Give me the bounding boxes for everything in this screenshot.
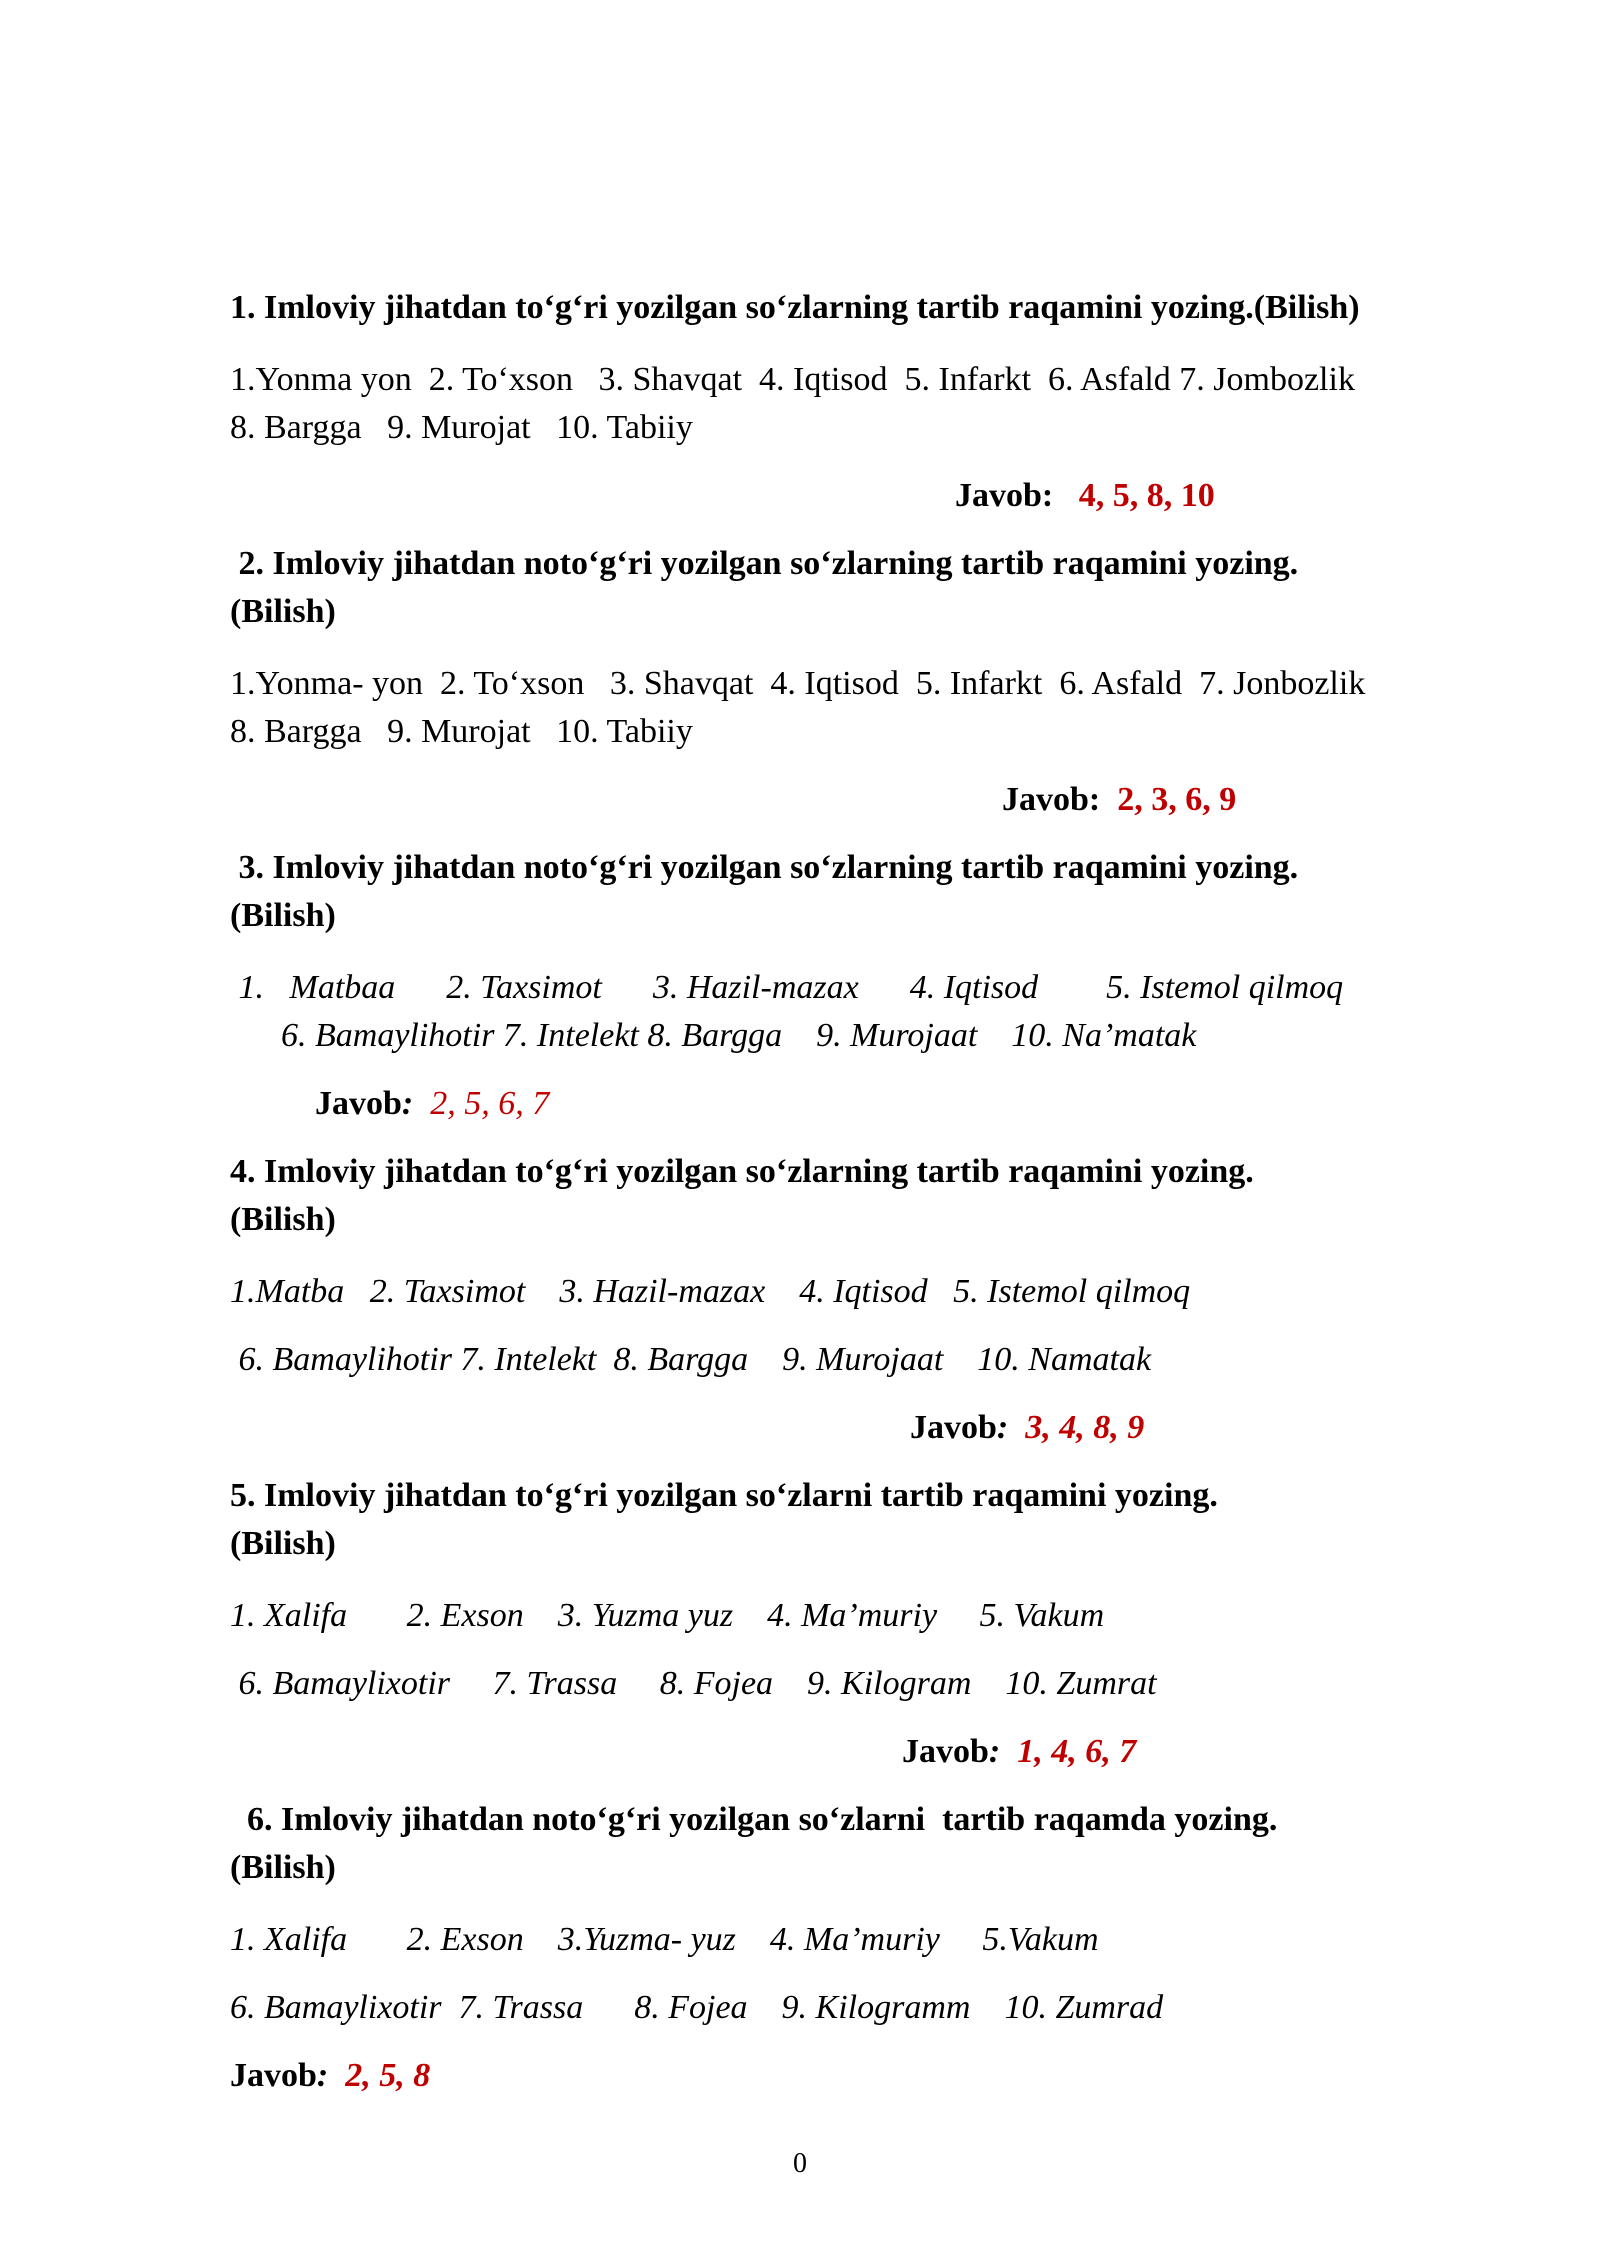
question-6-options-line-2: 6. Bamaylixotir 7. Trassa 8. Fojea 9. Kilogramm 10. Zumrad	[230, 1989, 1164, 2026]
answer-value: 1, 4, 6, 7	[1017, 1733, 1137, 1770]
question-2-options: 1.Yonma- yon 2. To‘xson 3. Shavqat 4. Iqtisod 5. Infarkt 6. Asfald 7. Jonbozlik 8. Bargga 9. Murojat 10. Tabiiy	[230, 665, 1366, 750]
question-1-options: 1.Yonma yon 2. To‘xson 3. Shavqat 4. Iqtisod 5. Infarkt 6. Asfald 7. Jombozlik 8. Bargga 9. Murojat 10. Tabiiy	[230, 361, 1355, 446]
question-6-answer	[230, 2052, 1510, 2100]
question-1-title: 1. Imloviy jihatdan to‘g‘ri yozilgan so‘zlarning tartib raqamini yozing.(Bilish)	[230, 289, 1360, 326]
answer-label: Javob	[902, 1733, 989, 1770]
question-4-options-line-1: 1.Matba 2. Taxsimot 3. Hazil-mazax 4. Iqtisod 5. Istemol qilmoq	[230, 1273, 1191, 1310]
answer-value: 2, 5, 6, 7	[430, 1085, 550, 1122]
answer-colon: :	[316, 2057, 329, 2094]
question-number: 4	[230, 1153, 247, 1190]
question-5-title	[230, 1472, 1510, 1568]
question-4-title	[230, 1148, 1510, 1244]
answer-value: 2, 5, 8	[345, 2057, 431, 2094]
answer-label: Javob:	[955, 477, 1054, 514]
question-3-title: 3. Imloviy jihatdan noto‘g‘ri yozilgan so‘zlarning tartib raqamini yozing. (Bilish)	[230, 849, 1299, 934]
question-2-answer	[230, 776, 1510, 824]
document-content	[230, 284, 1510, 2120]
question-5-options-line-1: 1. Xalifa 2. Exson 3. Yuzma yuz 4. Ma’muriy 5. Vakum	[230, 1597, 1105, 1634]
answer-label: Javob	[910, 1409, 997, 1446]
question-5-answer	[230, 1728, 1510, 1776]
question-text: . Imloviy jihatdan to‘g‘ri yozilgan so‘zlarni tartib raqamini yozing. (Bilish)	[230, 1477, 1218, 1562]
page-number: 0	[793, 2148, 807, 2179]
question-number: 6	[247, 1801, 264, 1838]
answer-value: 4, 5, 8, 10	[1078, 477, 1215, 514]
question-text: . Imloviy jihatdan to‘g‘ri yozilgan so‘zlarning tartib raqamini yozing. (Bilish)	[230, 1153, 1254, 1238]
question-2-title: 2. Imloviy jihatdan noto‘g‘ri yozilgan so‘zlarning tartib raqamini yozing. (Bilish)	[230, 545, 1299, 630]
question-6-options-line-1: 1. Xalifa 2. Exson 3.Yuzma- yuz 4. Ma’muriy 5.Vakum	[230, 1921, 1099, 1958]
question-5-options-line-2: 6. Bamaylixotir 7. Trassa 8. Fojea 9. Kilogram 10. Zumrat	[230, 1665, 1157, 1702]
answer-label: Javob	[315, 1085, 402, 1122]
question-3-answer	[230, 1080, 1510, 1128]
question-4-answer	[230, 1404, 1510, 1452]
question-4-options-line-2: 6. Bamaylihotir 7. Intelekt 8. Bargga 9. Murojaat 10. Namatak	[230, 1341, 1152, 1378]
answer-colon: :	[988, 1733, 1001, 1770]
question-6-title	[230, 1796, 1510, 1892]
question-text: . Imloviy jihatdan noto‘g‘ri yozilgan so‘zlarni tartib raqamda yozing. (Bilish)	[230, 1801, 1278, 1886]
answer-colon: :	[401, 1085, 414, 1122]
question-3-options: 1. Matbaa 2. Taxsimot 3. Hazil-mazax 4. Iqtisod 5. Istemol qilmoq 6. Bamaylihotir 7. Intelekt 8. Bargga 9. Murojaat 10. Na’matak	[238, 969, 1344, 1054]
answer-colon: :	[996, 1409, 1009, 1446]
question-1-answer	[230, 472, 1510, 520]
answer-label: Javob	[230, 2057, 317, 2094]
answer-value: 3, 4, 8, 9	[1025, 1409, 1145, 1446]
answer-label: Javob:	[1002, 781, 1101, 818]
answer-value: 2, 3, 6, 9	[1117, 781, 1237, 818]
question-number: 5	[230, 1477, 247, 1514]
